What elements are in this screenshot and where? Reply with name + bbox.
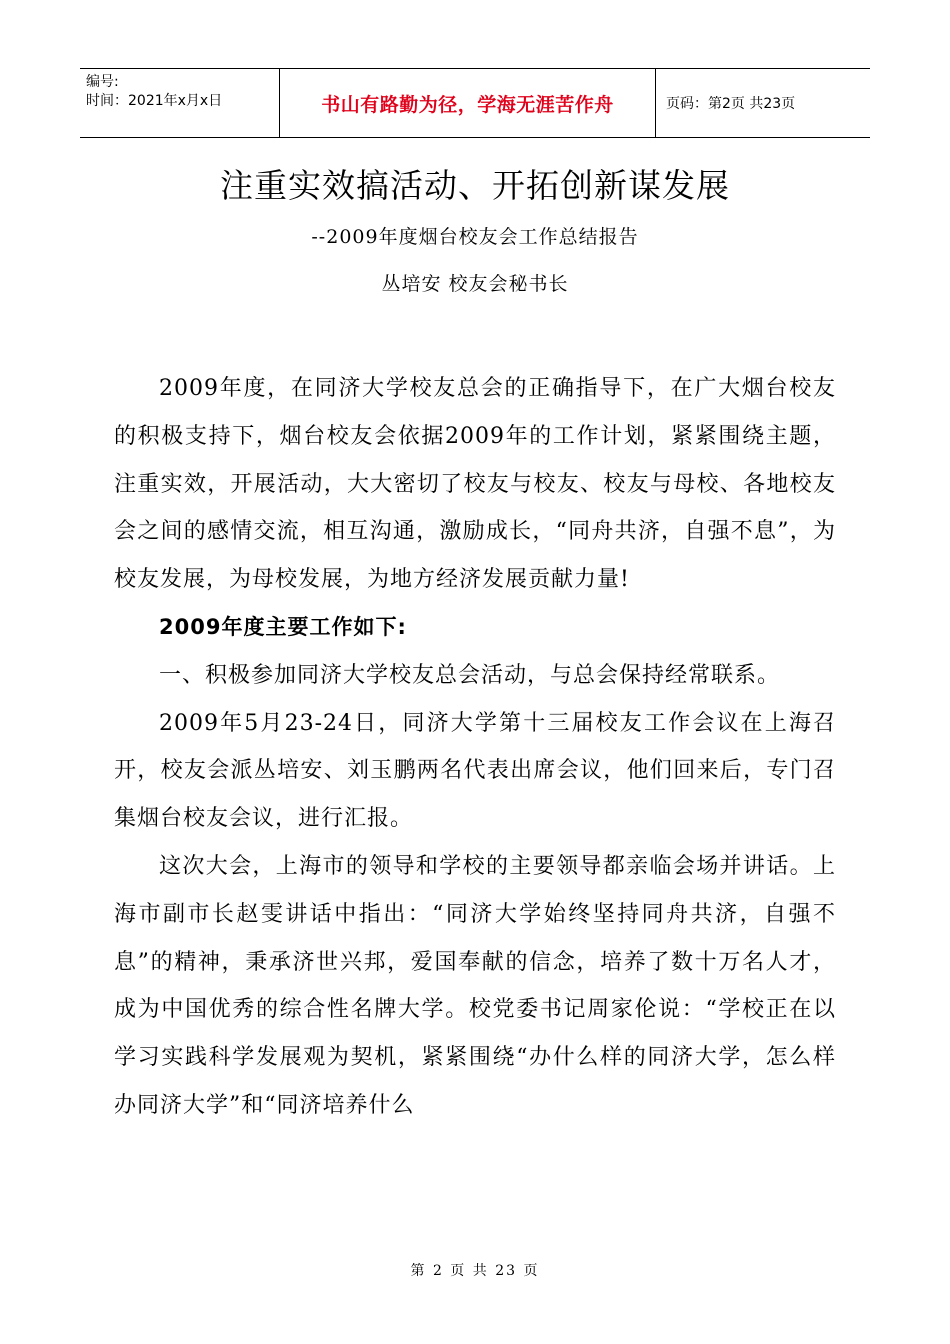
document-time-label: 时间：2021年x月x日 (86, 93, 223, 109)
header-table (80, 68, 870, 138)
header-page-info: 页码：第2页 共23页 (666, 96, 796, 112)
section-heading-main-work: 2009年度主要工作如下: (159, 614, 407, 639)
section-heading-1: 一、积极参加同济大学校友总会活动，与总会保持经常联系。 (159, 662, 781, 688)
document-author: 丛培安 校友会秘书长 (381, 273, 569, 295)
paragraph-meeting: 2009年5月23-24日，同济大学第十三届校友工作会议在上海召开，校友会派丛培安、刘玉鹏两名代表出席会议，他们回来后，专门召集烟台校友会议，进行汇报。 (114, 710, 836, 832)
document-title: 注重实效搞活动、开拓创新谋发展 (220, 166, 730, 205)
document-body (114, 365, 836, 1130)
page-footer: 第 2 页 共 23 页 (410, 1263, 540, 1279)
document-subtitle: --2009年度烟台校友会工作总结报告 (311, 226, 639, 248)
paragraph-speeches: 这次大会，上海市的领导和学校的主要领导都亲临会场并讲话。上海市副市长赵雯讲话中指出：“同济大学始终坚持同舟共济，自强不息”的精神，秉承济世兴邦，爱国奉献的信念，培养了数十万名人才，成为中国优秀的综合性名牌大学。校党委书记周家伦说：“学校正在以学习实践科学发展观为契机，紧紧围绕“办什么样的同济大学，怎么样办同济大学”和“同济培养什么 (114, 853, 836, 1118)
header-page-cell (656, 69, 870, 137)
paragraph-intro: 2009年度，在同济大学校友总会的正确指导下，在广大烟台校友的积极支持下，烟台校友会依据2009年的工作计划，紧紧围绕主题，注重实效，开展活动，大大密切了校友与校友、校友与母校、各地校友会之间的感情交流，相互沟通，激励成长，“同舟共济，自强不息”，为校友发展，为母校发展，为地方经济发展贡献力量! (114, 376, 836, 593)
header-motto: 书山有路勤为径，学海无涯苦作舟 (321, 93, 614, 116)
document-number-label: 编号: (86, 74, 119, 90)
header-meta-cell (80, 69, 280, 137)
header-motto-cell (280, 69, 656, 137)
